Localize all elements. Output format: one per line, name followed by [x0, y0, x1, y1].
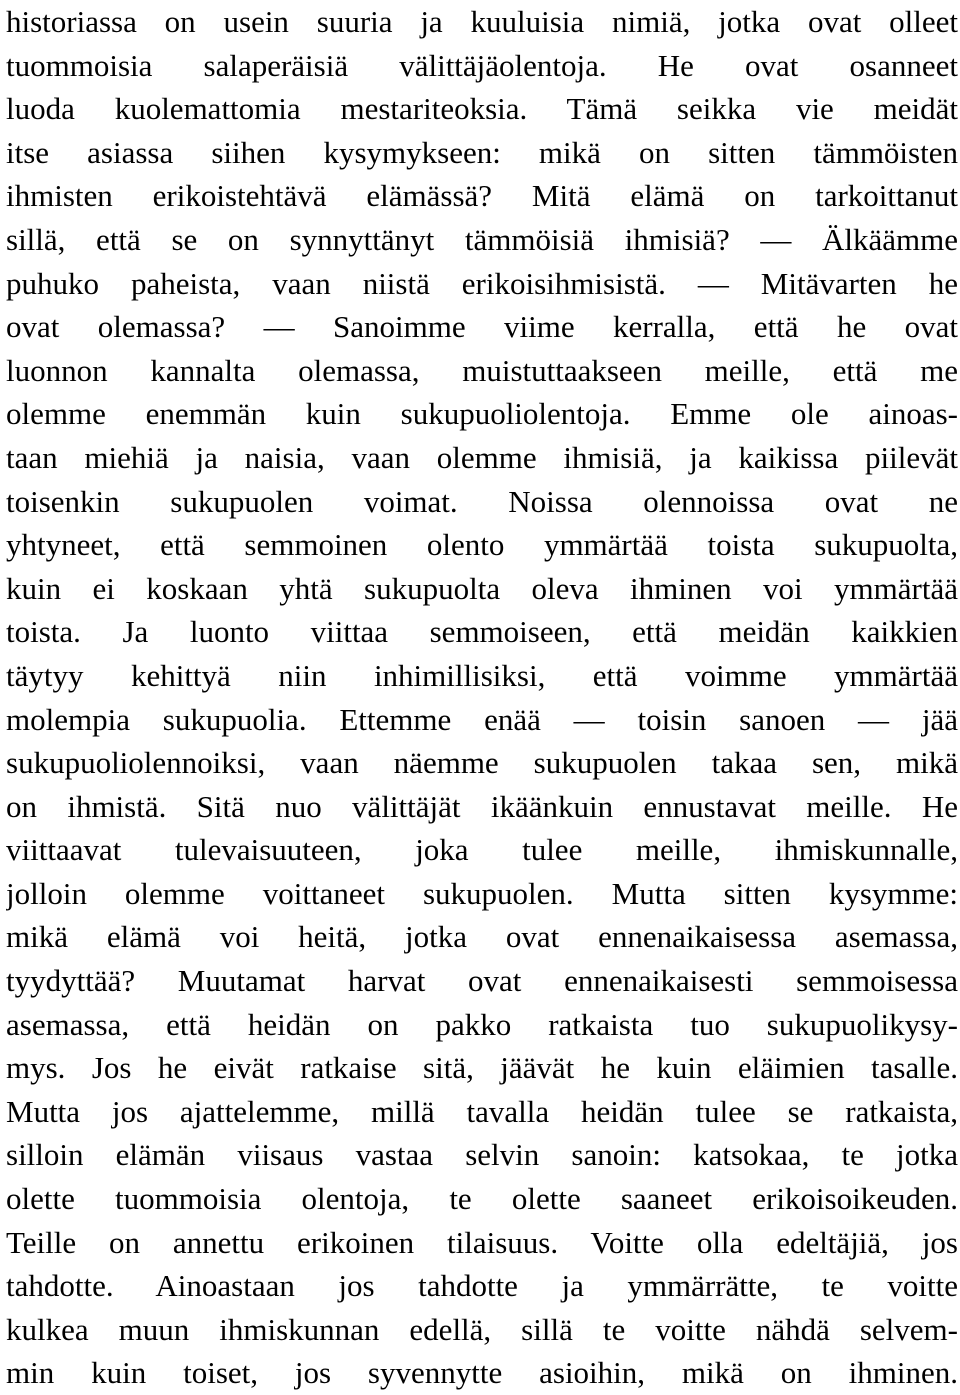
document-page	[6, 0, 958, 1395]
text-line: Mutta jos ajattelemme, millä tavalla heidän tulee se ratkaista,	[6, 1093, 958, 1129]
text-line: puhuko paheista, vaan niistä erikoisihmisistä. — Mitävarten he	[6, 265, 958, 301]
text-line: silloin elämän viisaus vastaa selvin sanoin: katsokaa, te jotka	[6, 1137, 958, 1173]
text-line: sukupuoliolennoiksi, vaan näemme sukupuolen takaa sen, mikä	[6, 745, 958, 781]
text-line: toisenkin sukupuolen voimat. Noissa olennoissa ovat ne	[6, 483, 958, 519]
text-line: kulkea muun ihmiskunnan edellä, sillä te voitte nähdä selvem-	[6, 1311, 958, 1347]
text-line: asemassa, että heidän on pakko ratkaista tuo sukupuolikysy-	[6, 1006, 958, 1042]
text-line: tyydyttää? Muutamat harvat ovat ennenaikaisesti semmoisessa	[6, 963, 958, 999]
text-line: Teille on annettu erikoinen tilaisuus. Voitte olla edeltäjiä, jos	[6, 1224, 958, 1260]
text-line: ihmisten erikoistehtävä elämässä? Mitä elämä on tarkoittanut	[6, 178, 958, 214]
text-line: molempia sukupuolia. Ettemme enää — toisin sanoen — jää	[6, 701, 958, 737]
text-line: taan miehiä ja naisia, vaan olemme ihmisiä, ja kaikissa piilevät	[6, 439, 958, 475]
text-line: toista. Ja luonto viittaa semmoiseen, että meidän kaikkien	[6, 614, 958, 650]
text-line: mikä elämä voi heitä, jotka ovat ennenaikaisessa asemassa,	[6, 919, 958, 955]
text-line: täytyy kehittyä niin inhimillisiksi, että voimme ymmärtää	[6, 657, 958, 693]
text-line: olemme enemmän kuin sukupuoliolentoja. Emme ole ainoas-	[6, 396, 958, 432]
text-line: jolloin olemme voittaneet sukupuolen. Mutta sitten kysymme:	[6, 875, 958, 911]
text-line: sillä, että se on synnyttänyt tämmöisiä ihmisiä? — Älkäämme	[6, 221, 958, 257]
text-line: min kuin toiset, jos syvennytte asioihin, mikä on ihminen.	[6, 1355, 958, 1391]
text-line: tahdotte. Ainoastaan jos tahdotte ja ymmärrätte, te voitte	[6, 1268, 958, 1304]
text-line: luoda kuolemattomia mestariteoksia. Tämä seikka vie meidät	[6, 91, 958, 127]
text-line: on ihmistä. Sitä nuo välittäjät ikäänkuin ennustavat meille. He	[6, 788, 958, 824]
text-line: yhtyneet, että semmoinen olento ymmärtää toista sukupuolta,	[6, 527, 958, 563]
text-line: kuin ei koskaan yhtä sukupuolta oleva ihminen voi ymmärtää	[6, 570, 958, 606]
text-line: luonnon kannalta olemassa, muistuttaakseen meille, että me	[6, 352, 958, 388]
text-line: ovat olemassa? — Sanoimme viime kerralla, että he ovat	[6, 309, 958, 345]
text-line: itse asiassa siihen kysymykseen: mikä on sitten tämmöisten	[6, 134, 958, 170]
text-line: tuommoisia salaperäisiä välittäjäolentoja. He ovat osanneet	[6, 47, 958, 83]
text-line: mys. Jos he eivät ratkaise sitä, jäävät he kuin eläimien tasalle.	[6, 1050, 958, 1086]
text-line: historiassa on usein suuria ja kuuluisia nimiä, jotka ovat olleet	[6, 4, 958, 39]
text-line: viittaavat tulevaisuuteen, joka tulee meille, ihmiskunnalle,	[6, 832, 958, 868]
text-line: olette tuommoisia olentoja, te olette saaneet erikoisoikeuden.	[6, 1181, 958, 1217]
